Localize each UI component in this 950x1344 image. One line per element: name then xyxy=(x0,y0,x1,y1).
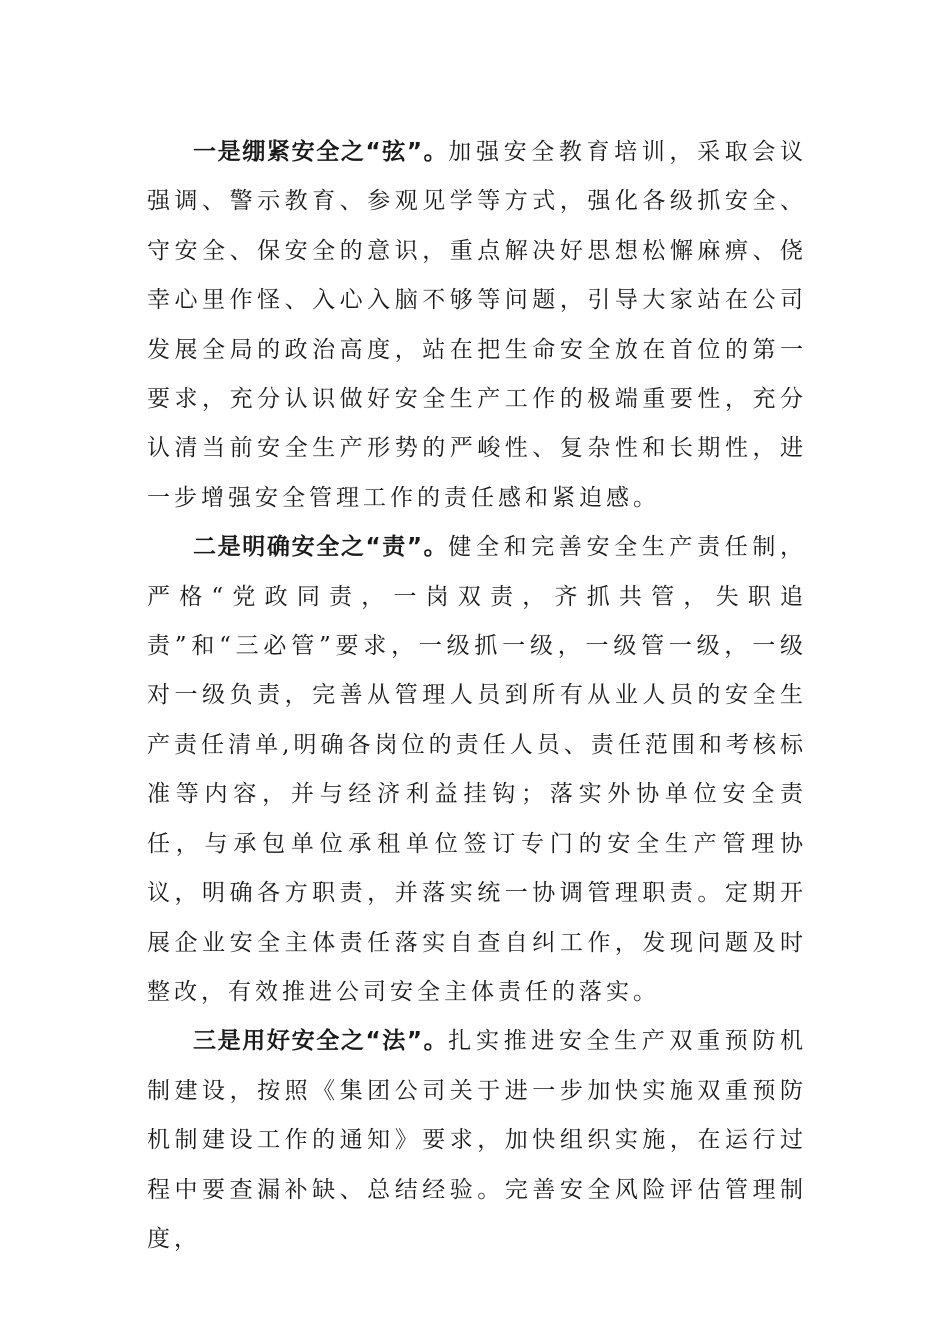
document-body xyxy=(147,128,807,1264)
paragraph-1 xyxy=(147,128,807,523)
paragraph-2-text: 健全和完善安全生产责任制，严格“党政同责，一岗双责，齐抓共管，失职追责”和“三必管”要求，一级抓一级，一级管一级，一级对一级负责，完善从管理人员到所有从业人员的安全生产责任清单,明确各岗位的责任人员、责任范围和考核标准等内容，并与经济利益挂钩；落实外协单位安全责任，与承包单位承租单位签订专门的安全生产管理协议，明确各方职责，并落实统一协调管理职责。定期开展企业安全主体责任落实自查自纠工作，发现问题及时整改，有效推进公司安全主体责任的落实。 xyxy=(147,534,808,1005)
paragraph-1-text: 加强安全教育培训，采取会议强调、警示教育、参观见学等方式，强化各级抓安全、守安全、保安全的意识，重点解决好思想松懈麻痹、侥幸心里作怪、入心入脑不够等问题，引导大家站在公司发展全局的政治高度，站在把生命安全放在首位的第一要求，充分认识做好安全生产工作的极端重要性，充分认清当前安全生产形势的严峻性、复杂性和长期性，进一步增强安全管理工作的责任感和紧迫感。 xyxy=(147,139,808,511)
paragraph-3-text: 扎实推进安全生产双重预防机制建设，按照《集团公司关于进一步加快实施双重预防机制建设工作的通知》要求，加快组织实施，在运行过程中要查漏补缺、总结经验。完善安全风险评估管理制度， xyxy=(147,1028,808,1252)
paragraph-2 xyxy=(147,523,807,1017)
paragraph-3 xyxy=(147,1017,807,1264)
paragraph-2-heading: 二是明确安全之“责”。 xyxy=(193,534,449,561)
paragraph-1-heading: 一是绷紧安全之“弦”。 xyxy=(193,139,449,165)
paragraph-3-heading: 三是用好安全之“法”。 xyxy=(193,1028,449,1055)
